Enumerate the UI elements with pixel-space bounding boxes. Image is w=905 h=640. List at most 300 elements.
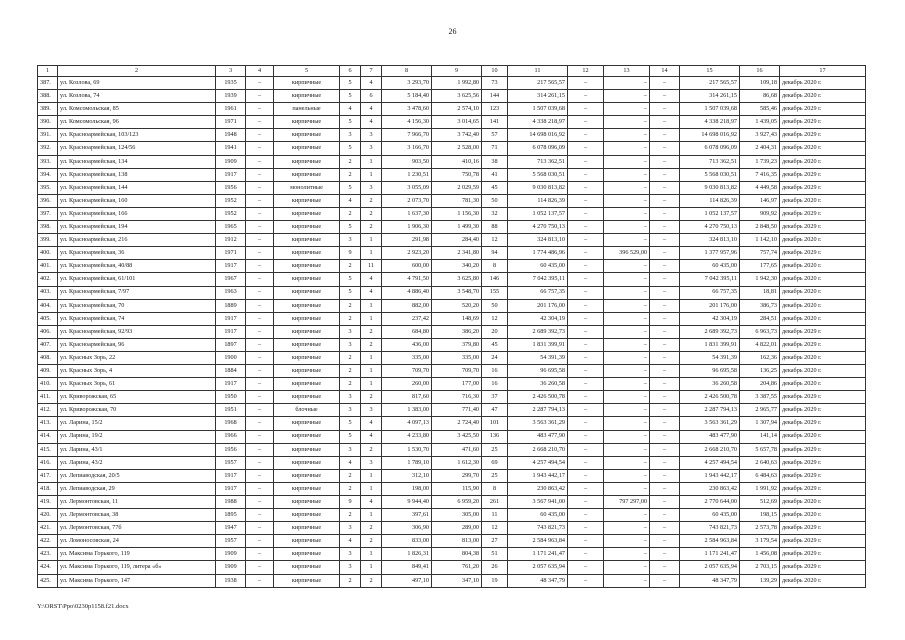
cell-col4: –	[246, 574, 274, 587]
cell-cost-per-sqm: 1 739,23	[740, 155, 780, 168]
cell-cost-total: 1 052 137,57	[508, 207, 568, 220]
cell-floors: 5	[340, 286, 361, 299]
cell-cost-total: 36 260,58	[508, 378, 568, 391]
cell-entrances: 4	[361, 496, 382, 509]
cell-col14: –	[650, 456, 680, 469]
cell-col12: –	[568, 338, 604, 351]
cell-residents: 19	[482, 574, 508, 587]
cell-cost-fund: 1 831 399,91	[680, 338, 740, 351]
cell-cost-total: 483 477,90	[508, 430, 568, 443]
cell-entrances: 1	[361, 312, 382, 325]
cell-residents: 37	[482, 391, 508, 404]
cell-row-number: 402.	[38, 273, 58, 286]
cell-cost-total: 60 435,00	[508, 509, 568, 522]
cell-cost-fund: 1 052 137,57	[680, 207, 740, 220]
cell-deadline: декабрь 2020 г.	[780, 574, 866, 587]
cell-col12: –	[568, 286, 604, 299]
cell-row-number: 425.	[38, 574, 58, 587]
cell-wall-material: кирпичные	[274, 378, 340, 391]
cell-col13: –	[604, 312, 650, 325]
cell-wall-material: кирпичные	[274, 129, 340, 142]
cell-col12: –	[568, 456, 604, 469]
cell-col12: –	[568, 273, 604, 286]
cell-wall-material: кирпичные	[274, 247, 340, 260]
cell-floors: 5	[340, 430, 361, 443]
cell-total-area: 7 966,70	[382, 129, 432, 142]
cell-cost-fund: 2 287 794,13	[680, 404, 740, 417]
cell-row-number: 395.	[38, 181, 58, 194]
cell-cost-fund: 2 584 963,84	[680, 535, 740, 548]
column-header-1: 1	[38, 66, 58, 77]
cell-cost-per-sqm: 1 456,08	[740, 548, 780, 561]
cell-living-area: 340,20	[432, 260, 482, 273]
cell-cost-total: 3 563 361,29	[508, 417, 568, 430]
cell-col4: –	[246, 365, 274, 378]
cell-col4: –	[246, 496, 274, 509]
cell-residents: 12	[482, 312, 508, 325]
cell-residents: 155	[482, 286, 508, 299]
cell-row-number: 396.	[38, 194, 58, 207]
cell-cost-total: 2 689 392,73	[508, 325, 568, 338]
cell-deadline: декабрь 2020 г.	[780, 509, 866, 522]
cell-address: ул. Ларина, 43/2	[58, 456, 216, 469]
cell-row-number: 403.	[38, 286, 58, 299]
cell-residents: 12	[482, 234, 508, 247]
cell-col13: –	[604, 482, 650, 495]
cell-living-area: 2 574,10	[432, 103, 482, 116]
cell-col12: –	[568, 391, 604, 404]
cell-wall-material: кирпичные	[274, 312, 340, 325]
cell-deadline: декабрь 2029 г.	[780, 168, 866, 181]
cell-col13: –	[604, 509, 650, 522]
cell-cost-per-sqm: 909,92	[740, 207, 780, 220]
cell-col4: –	[246, 103, 274, 116]
cell-row-number: 389.	[38, 103, 58, 116]
cell-address: ул. Криворожская, 70	[58, 404, 216, 417]
cell-col14: –	[650, 273, 680, 286]
cell-cost-per-sqm: 2 703,15	[740, 561, 780, 574]
cell-floors: 3	[340, 443, 361, 456]
cell-row-number: 401.	[38, 260, 58, 273]
cell-entrances: 2	[361, 574, 382, 587]
cell-row-number: 397.	[38, 207, 58, 220]
cell-address: ул. Лепиаводская, 29	[58, 482, 216, 495]
cell-cost-fund: 14 698 016,92	[680, 129, 740, 142]
cell-col14: –	[650, 365, 680, 378]
cell-wall-material: панельные	[274, 103, 340, 116]
cell-residents: 38	[482, 155, 508, 168]
cell-row-number: 420.	[38, 509, 58, 522]
cell-col13: –	[604, 142, 650, 155]
cell-total-area: 198,00	[382, 482, 432, 495]
cell-wall-material: кирпичные	[274, 260, 340, 273]
cell-build-year: 1967	[216, 273, 246, 286]
cell-living-area: 386,20	[432, 325, 482, 338]
cell-entrances: 2	[361, 338, 382, 351]
cell-col4: –	[246, 469, 274, 482]
cell-address: ул. Красноармейская, 138	[58, 168, 216, 181]
cell-total-area: 1 383,00	[382, 404, 432, 417]
cell-residents: 146	[482, 273, 508, 286]
cell-address: ул. Козлова, 69	[58, 77, 216, 90]
cell-cost-total: 5 568 030,51	[508, 168, 568, 181]
cell-entrances: 2	[361, 325, 382, 338]
cell-floors: 2	[340, 299, 361, 312]
table-row	[38, 561, 866, 574]
cell-cost-total: 324 813,10	[508, 234, 568, 247]
cell-deadline: декабрь 2020 г.	[780, 194, 866, 207]
cell-row-number: 415.	[38, 443, 58, 456]
cell-col13: –	[604, 181, 650, 194]
cell-row-number: 391.	[38, 129, 58, 142]
page-number: 26	[448, 27, 457, 36]
cell-col13: –	[604, 469, 650, 482]
cell-cost-total: 2 057 635,94	[508, 561, 568, 574]
cell-col4: –	[246, 378, 274, 391]
cell-floors: 3	[340, 338, 361, 351]
cell-entrances: 3	[361, 129, 382, 142]
cell-cost-per-sqm: 1 942,30	[740, 273, 780, 286]
cell-col14: –	[650, 430, 680, 443]
cell-residents: 57	[482, 129, 508, 142]
cell-address: ул. Лепиаводская, 20/5	[58, 469, 216, 482]
cell-total-area: 4 097,13	[382, 417, 432, 430]
cell-residents: 27	[482, 535, 508, 548]
cell-living-area: 3 425,50	[432, 430, 482, 443]
cell-deadline: декабрь 2029 г.	[780, 417, 866, 430]
cell-cost-total: 2 426 500,78	[508, 391, 568, 404]
table-row	[38, 155, 866, 168]
cell-cost-total: 114 826,39	[508, 194, 568, 207]
cell-living-area: 771,40	[432, 404, 482, 417]
cell-cost-total: 42 304,19	[508, 312, 568, 325]
cell-col14: –	[650, 116, 680, 129]
cell-living-area: 781,30	[432, 194, 482, 207]
table-row	[38, 312, 866, 325]
cell-cost-fund: 60 435,00	[680, 260, 740, 273]
cell-col13: –	[604, 522, 650, 535]
cell-col4: –	[246, 522, 274, 535]
cell-total-area: 1 530,70	[382, 443, 432, 456]
cell-living-area: 3 014,65	[432, 116, 482, 129]
cell-col4: –	[246, 247, 274, 260]
cell-col14: –	[650, 338, 680, 351]
cell-wall-material: кирпичные	[274, 155, 340, 168]
table-row	[38, 443, 866, 456]
cell-entrances: 2	[361, 391, 382, 404]
cell-build-year: 1939	[216, 90, 246, 103]
cell-address: ул. Красноармейская, 70	[58, 299, 216, 312]
cell-address: ул. Комсомольская, 85	[58, 103, 216, 116]
column-header-17: 17	[780, 66, 866, 77]
cell-wall-material: кирпичные	[274, 574, 340, 587]
table-row	[38, 482, 866, 495]
table-row	[38, 496, 866, 509]
cell-cost-fund: 314 261,15	[680, 90, 740, 103]
cell-col14: –	[650, 194, 680, 207]
column-header-3: 3	[216, 66, 246, 77]
cell-col4: –	[246, 207, 274, 220]
cell-wall-material: кирпичные	[274, 522, 340, 535]
cell-floors: 5	[340, 77, 361, 90]
cell-wall-material: кирпичные	[274, 286, 340, 299]
cell-col14: –	[650, 351, 680, 364]
cell-cost-fund: 36 260,58	[680, 378, 740, 391]
cell-row-number: 409.	[38, 365, 58, 378]
table-row	[38, 207, 866, 220]
cell-deadline: декабрь 2020 г.	[780, 430, 866, 443]
cell-col4: –	[246, 77, 274, 90]
table-row	[38, 338, 866, 351]
cell-build-year: 1947	[216, 522, 246, 535]
cell-entrances: 2	[361, 194, 382, 207]
cell-living-area: 177,00	[432, 378, 482, 391]
cell-cost-total: 1 943 442,17	[508, 469, 568, 482]
cell-cost-fund: 6 078 096,09	[680, 142, 740, 155]
cell-address: ул. Красных Зорь, 61	[58, 378, 216, 391]
cell-residents: 73	[482, 77, 508, 90]
cell-cost-per-sqm: 4 449,58	[740, 181, 780, 194]
cell-wall-material: кирпичные	[274, 90, 340, 103]
cell-residents: 123	[482, 103, 508, 116]
table-row	[38, 194, 866, 207]
table-row	[38, 378, 866, 391]
cell-cost-total: 54 391,39	[508, 351, 568, 364]
cell-cost-total: 4 338 218,97	[508, 116, 568, 129]
cell-living-area: 2 724,40	[432, 417, 482, 430]
cell-cost-fund: 2 426 500,78	[680, 391, 740, 404]
cell-col12: –	[568, 535, 604, 548]
cell-deadline: декабрь 2020 г.	[780, 77, 866, 90]
cell-cost-fund: 2 770 644,00	[680, 496, 740, 509]
cell-deadline: декабрь 2029 г.	[780, 129, 866, 142]
column-header-14: 14	[650, 66, 680, 77]
cell-wall-material: кирпичные	[274, 456, 340, 469]
cell-col4: –	[246, 325, 274, 338]
column-header-5: 5	[274, 66, 340, 77]
cell-wall-material: кирпичные	[274, 273, 340, 286]
cell-col4: –	[246, 181, 274, 194]
cell-total-area: 3 166,70	[382, 142, 432, 155]
cell-address: ул. Красноармейская, 36	[58, 247, 216, 260]
cell-wall-material: кирпичные	[274, 365, 340, 378]
cell-address: ул. Максима Горького, 119, литера «б»	[58, 561, 216, 574]
cell-col14: –	[650, 574, 680, 587]
cell-total-area: 2 923,20	[382, 247, 432, 260]
cell-total-area: 312,10	[382, 469, 432, 482]
cell-total-area: 4 886,40	[382, 286, 432, 299]
cell-address: ул. Красноармейская, 92/93	[58, 325, 216, 338]
cell-total-area: 237,42	[382, 312, 432, 325]
cell-cost-fund: 217 565,57	[680, 77, 740, 90]
cell-total-area: 291,98	[382, 234, 432, 247]
cell-col13: –	[604, 103, 650, 116]
cell-row-number: 407.	[38, 338, 58, 351]
cell-build-year: 1909	[216, 548, 246, 561]
cell-entrances: 2	[361, 522, 382, 535]
cell-col12: –	[568, 90, 604, 103]
cell-entrances: 1	[361, 155, 382, 168]
cell-row-number: 412.	[38, 404, 58, 417]
cell-residents: 12	[482, 522, 508, 535]
cell-living-area: 3 625,80	[432, 273, 482, 286]
cell-cost-fund: 2 057 635,94	[680, 561, 740, 574]
table-row	[38, 535, 866, 548]
cell-living-area: 761,20	[432, 561, 482, 574]
cell-build-year: 1897	[216, 338, 246, 351]
cell-col4: –	[246, 299, 274, 312]
cell-build-year: 1966	[216, 430, 246, 443]
cell-cost-per-sqm: 512,69	[740, 496, 780, 509]
cell-entrances: 4	[361, 417, 382, 430]
cell-cost-total: 1 774 486,96	[508, 247, 568, 260]
cell-wall-material: кирпичные	[274, 168, 340, 181]
cell-col4: –	[246, 273, 274, 286]
cell-floors: 3	[340, 522, 361, 535]
table-row	[38, 260, 866, 273]
cell-row-number: 405.	[38, 312, 58, 325]
cell-row-number: 410.	[38, 378, 58, 391]
table-row	[38, 456, 866, 469]
cell-build-year: 1889	[216, 299, 246, 312]
cell-col13: –	[604, 325, 650, 338]
cell-col12: –	[568, 312, 604, 325]
cell-build-year: 1957	[216, 535, 246, 548]
cell-residents: 32	[482, 207, 508, 220]
cell-floors: 2	[340, 365, 361, 378]
cell-row-number: 424.	[38, 561, 58, 574]
cell-col13: –	[604, 234, 650, 247]
cell-residents: 25	[482, 443, 508, 456]
cell-wall-material: кирпичные	[274, 496, 340, 509]
cell-col13: –	[604, 378, 650, 391]
cell-row-number: 392.	[38, 142, 58, 155]
cell-cost-per-sqm: 2 640,63	[740, 456, 780, 469]
cell-total-area: 882,00	[382, 299, 432, 312]
cell-residents: 16	[482, 365, 508, 378]
cell-total-area: 833,00	[382, 535, 432, 548]
cell-col4: –	[246, 456, 274, 469]
cell-total-area: 1 826,31	[382, 548, 432, 561]
cell-cost-total: 3 567 941,00	[508, 496, 568, 509]
cell-row-number: 387.	[38, 77, 58, 90]
cell-col4: –	[246, 482, 274, 495]
cell-living-area: 3 548,70	[432, 286, 482, 299]
cell-row-number: 399.	[38, 234, 58, 247]
cell-living-area: 2 528,00	[432, 142, 482, 155]
cell-residents: 141	[482, 116, 508, 129]
cell-total-area: 3 478,60	[382, 103, 432, 116]
cell-entrances: 11	[361, 260, 382, 273]
table-row	[38, 299, 866, 312]
cell-col13: –	[604, 194, 650, 207]
cell-cost-per-sqm: 146,97	[740, 194, 780, 207]
cell-build-year: 1917	[216, 482, 246, 495]
cell-residents: 8	[482, 260, 508, 273]
cell-total-area: 5 184,40	[382, 90, 432, 103]
cell-build-year: 1963	[216, 286, 246, 299]
cell-cost-total: 2 584 963,84	[508, 535, 568, 548]
cell-build-year: 1917	[216, 325, 246, 338]
cell-living-area: 289,00	[432, 522, 482, 535]
cell-address: ул. Красноармейская, 124/56	[58, 142, 216, 155]
cell-cost-total: 7 042 395,11	[508, 273, 568, 286]
column-header-10: 10	[482, 66, 508, 77]
cell-col12: –	[568, 417, 604, 430]
column-header-15: 15	[680, 66, 740, 77]
cell-residents: 41	[482, 168, 508, 181]
cell-residents: 144	[482, 90, 508, 103]
cell-total-area: 2 073,70	[382, 194, 432, 207]
cell-row-number: 400.	[38, 247, 58, 260]
cell-col14: –	[650, 404, 680, 417]
cell-col13: –	[604, 456, 650, 469]
cell-row-number: 421.	[38, 522, 58, 535]
cell-col4: –	[246, 168, 274, 181]
cell-address: ул. Лермонтовская, 38	[58, 509, 216, 522]
cell-residents: 71	[482, 142, 508, 155]
cell-build-year: 1917	[216, 260, 246, 273]
table-row	[38, 286, 866, 299]
cell-deadline: декабрь 2020 г.	[780, 90, 866, 103]
cell-col12: –	[568, 365, 604, 378]
cell-floors: 2	[340, 168, 361, 181]
cell-col13: –	[604, 351, 650, 364]
cell-col4: –	[246, 116, 274, 129]
cell-cost-fund: 743 821,73	[680, 522, 740, 535]
column-header-16: 16	[740, 66, 780, 77]
cell-col13: 797 297,00	[604, 496, 650, 509]
cell-col13: –	[604, 273, 650, 286]
cell-entrances: 3	[361, 456, 382, 469]
cell-row-number: 417.	[38, 469, 58, 482]
cell-col13: –	[604, 77, 650, 90]
table-body	[38, 77, 866, 588]
cell-floors: 4	[340, 194, 361, 207]
cell-col14: –	[650, 469, 680, 482]
cell-col12: –	[568, 522, 604, 535]
cell-floors: 3	[340, 548, 361, 561]
table-row	[38, 90, 866, 103]
cell-col14: –	[650, 391, 680, 404]
cell-living-area: 6 959,20	[432, 496, 482, 509]
cell-entrances: 1	[361, 482, 382, 495]
cell-floors: 5	[340, 273, 361, 286]
cell-row-number: 390.	[38, 116, 58, 129]
table-row	[38, 168, 866, 181]
cell-col12: –	[568, 299, 604, 312]
cell-build-year: 1951	[216, 404, 246, 417]
cell-entrances: 2	[361, 207, 382, 220]
cell-col4: –	[246, 194, 274, 207]
cell-address: ул. Лермонтовская, 11	[58, 496, 216, 509]
cell-deadline: декабрь 2020 г.	[780, 378, 866, 391]
header-row	[38, 66, 866, 77]
cell-living-area: 520,20	[432, 299, 482, 312]
cell-total-area: 1 637,30	[382, 207, 432, 220]
cell-build-year: 1884	[216, 365, 246, 378]
table-row	[38, 430, 866, 443]
cell-entrances: 1	[361, 234, 382, 247]
cell-entrances: 1	[361, 561, 382, 574]
file-path-footer: Y:\ORST\Ppo\0230p1158.f21.docx	[37, 603, 129, 610]
cell-col14: –	[650, 482, 680, 495]
cell-col13: –	[604, 129, 650, 142]
cell-cost-total: 4 257 494,54	[508, 456, 568, 469]
cell-wall-material: кирпичные	[274, 77, 340, 90]
cell-cost-fund: 42 304,19	[680, 312, 740, 325]
cell-deadline: декабрь 2029 г.	[780, 116, 866, 129]
